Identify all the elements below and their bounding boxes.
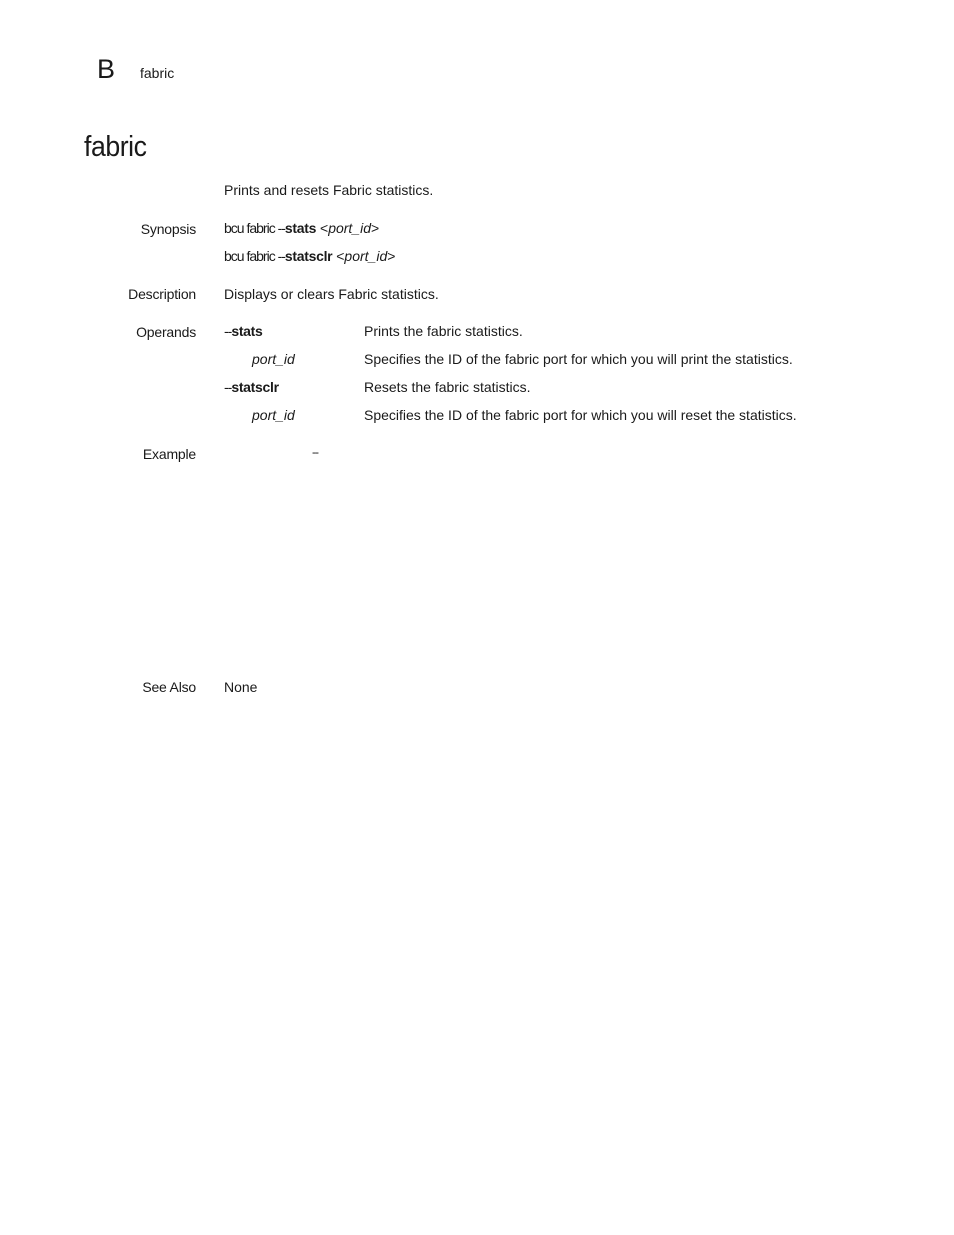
operand-desc: Specifies the ID of the fabric port for which you will reset the statistics.	[364, 407, 797, 423]
operand-option: statsclr	[231, 379, 279, 395]
description-text: Displays or clears Fabric statistics.	[224, 286, 439, 302]
synopsis-line	[224, 249, 395, 263]
operand-desc: Specifies the ID of the fabric port for which you will print the statistics.	[364, 351, 793, 367]
example-label: Example	[142, 446, 196, 462]
operands-label: Operands	[136, 324, 196, 340]
synopsis-label: Synopsis	[140, 221, 196, 237]
synopsis-line	[224, 221, 379, 235]
operand-desc: Resets the fabric statistics.	[364, 379, 531, 395]
synopsis-open: <	[316, 220, 329, 236]
synopsis-arg: port_id	[344, 248, 388, 264]
operand-dash: --	[224, 323, 232, 339]
synopsis-close: >	[371, 220, 380, 236]
see-also-text: None	[224, 679, 258, 695]
see-also-label: See Also	[142, 679, 196, 695]
chapter-letter: B	[97, 54, 116, 84]
synopsis-arg: port_id	[328, 220, 371, 236]
synopsis-prefix: bcu fabric --	[224, 220, 285, 236]
description-label: Description	[128, 286, 196, 302]
operand-sub-arg: port_id	[252, 351, 295, 367]
synopsis-option: stats	[284, 220, 317, 236]
page-title: fabric	[84, 131, 147, 163]
operand-name	[224, 380, 279, 394]
example-text: --	[312, 445, 318, 459]
operand-name	[224, 324, 263, 338]
synopsis-option: statsclr	[284, 248, 333, 264]
synopsis-open: <	[332, 248, 345, 264]
operand-sub-arg: port_id	[252, 407, 295, 423]
synopsis-prefix: bcu fabric --	[224, 248, 285, 264]
operand-option: stats	[231, 323, 263, 339]
operand-desc: Prints the fabric statistics.	[364, 323, 523, 339]
synopsis-close: >	[387, 248, 396, 264]
running-header-topic: fabric	[140, 65, 175, 81]
command-summary: Prints and resets Fabric statistics.	[224, 182, 434, 198]
operand-dash: --	[224, 379, 232, 395]
